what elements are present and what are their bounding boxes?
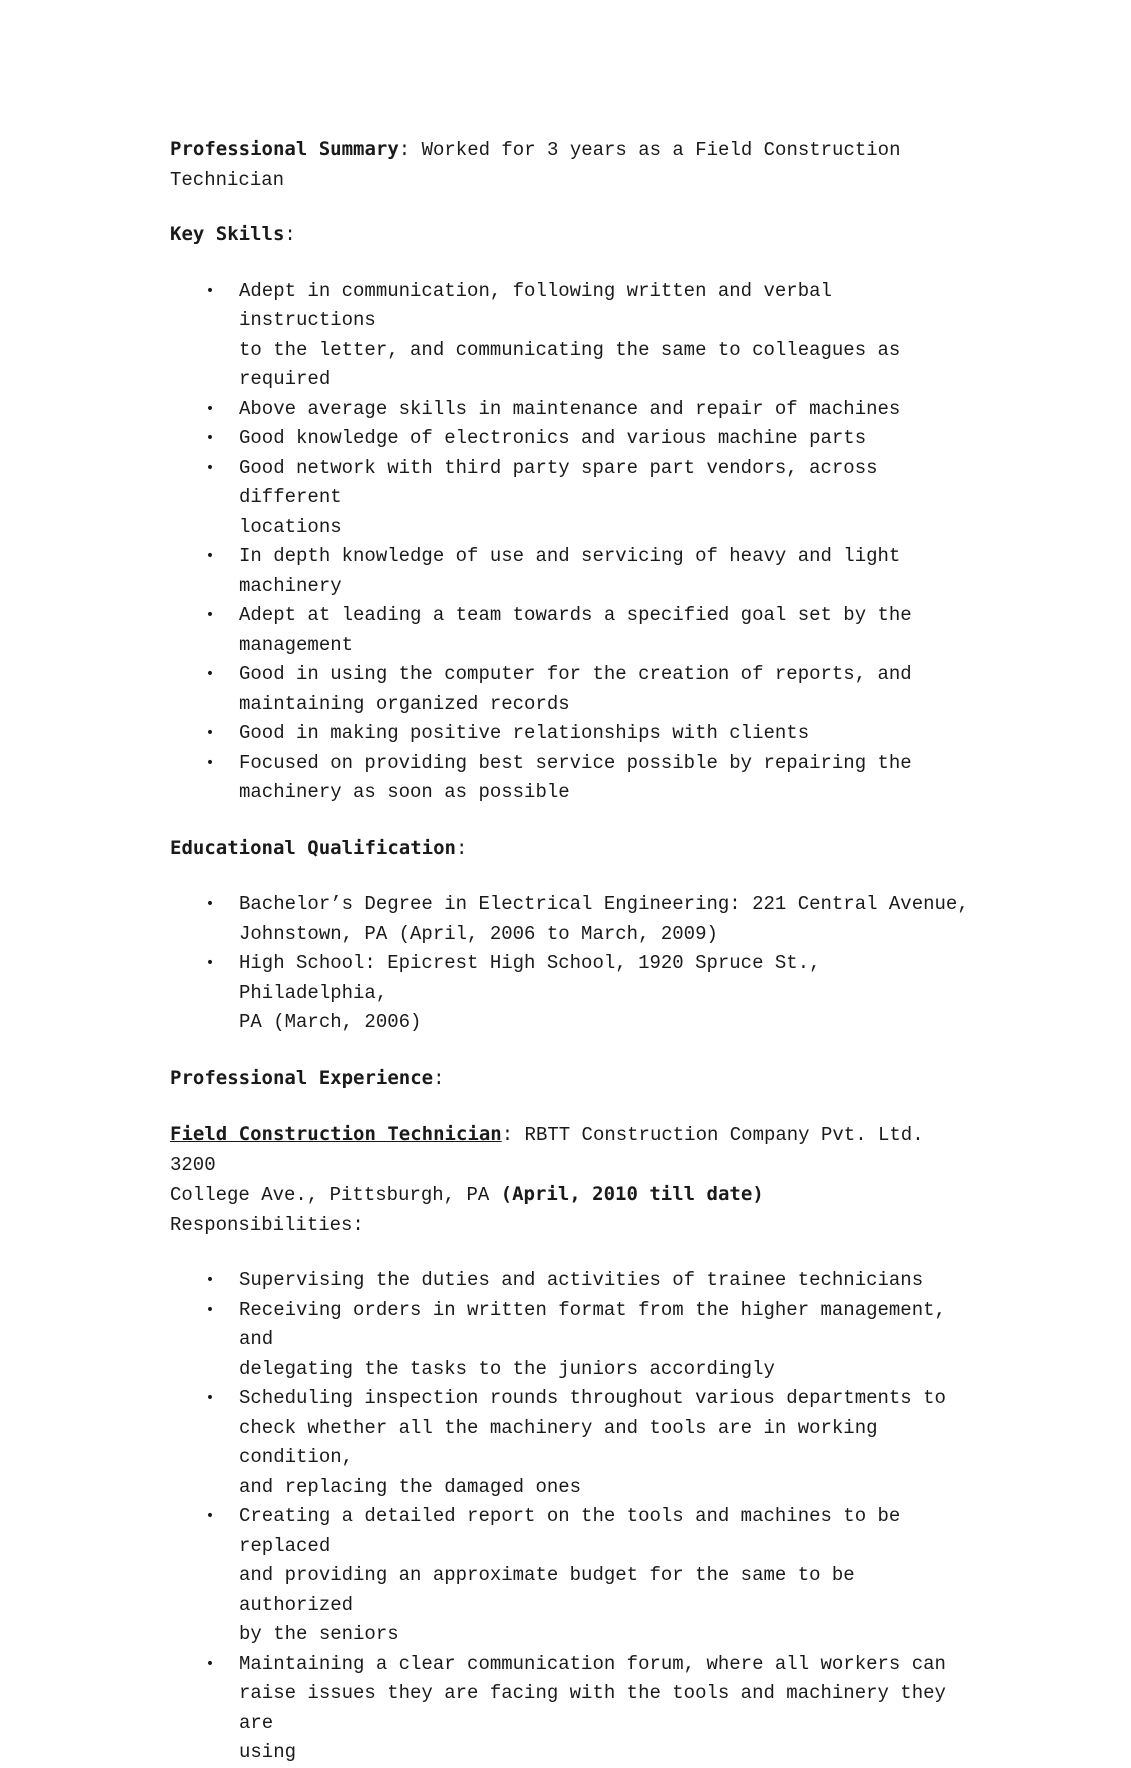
education-text: High School: Epicrest High School, 1920 Spruce St., Philadelphia, bbox=[239, 952, 821, 1004]
summary-colon: : bbox=[398, 139, 411, 161]
responsibility-text: check whether all the machinery and tools are in working condition, bbox=[239, 1416, 878, 1468]
job-dates: (April, 2010 till date) bbox=[500, 1183, 764, 1205]
list-item bbox=[170, 1650, 970, 1768]
responsibilities-list bbox=[170, 1266, 970, 1768]
education-heading: Educational Qualification bbox=[170, 836, 456, 859]
resume-page bbox=[170, 135, 970, 1768]
skill-text: In depth knowledge of use and servicing of heavy and light machinery bbox=[239, 545, 901, 597]
list-item bbox=[170, 1384, 970, 1502]
list-item bbox=[170, 1502, 970, 1650]
bullet-icon: • bbox=[205, 459, 215, 476]
skill-text: locations bbox=[239, 515, 342, 538]
bullet-icon: • bbox=[205, 607, 215, 623]
job-entry bbox=[170, 1120, 970, 1240]
bullet-icon: • bbox=[205, 430, 215, 446]
responsibility-text: delegating the tasks to the juniors accordingly bbox=[239, 1357, 775, 1380]
bullet-icon: • bbox=[205, 896, 215, 912]
experience-colon: : bbox=[433, 1067, 445, 1090]
list-item bbox=[170, 1266, 970, 1296]
skill-text: management bbox=[239, 633, 354, 656]
job-title: Field Construction Technician bbox=[170, 1123, 502, 1145]
responsibility-text: Maintaining a clear communication forum, where all workers can bbox=[239, 1652, 946, 1675]
bullet-icon: • bbox=[205, 1301, 215, 1318]
education-colon: : bbox=[455, 837, 468, 860]
list-item bbox=[170, 949, 970, 1038]
education-list bbox=[170, 890, 970, 1038]
responsibility-text: and replacing the damaged ones bbox=[239, 1475, 582, 1498]
skill-text: Adept in communication, following written and verbal instructions bbox=[239, 279, 832, 331]
responsibility-text: by the seniors bbox=[239, 1623, 399, 1645]
company-line2: College Ave., Pittsburgh, PA bbox=[170, 1184, 501, 1206]
list-item bbox=[170, 1296, 970, 1385]
responsibility-text: Creating a detailed report on the tools and machines to be replaced bbox=[239, 1505, 901, 1557]
job-colon: : bbox=[501, 1124, 514, 1146]
bullet-icon: • bbox=[205, 400, 215, 417]
responsibility-text: using bbox=[239, 1741, 297, 1763]
list-item bbox=[170, 601, 970, 660]
skill-text: Good network with third party spare part vendors, across different bbox=[239, 456, 878, 508]
skills-heading: Key Skills bbox=[170, 223, 285, 245]
key-skills-heading-line bbox=[170, 220, 970, 251]
list-item bbox=[170, 749, 970, 808]
responsibility-text: raise issues they are facing with the tools and machinery they are bbox=[239, 1682, 946, 1734]
skill-text: Focused on providing best service possible by repairing the bbox=[239, 751, 912, 774]
experience-heading: Professional Experience bbox=[170, 1066, 434, 1089]
responsibility-text: and providing an approximate budget for the same to be authorized bbox=[239, 1564, 855, 1616]
skill-text: to the letter, and communicating the same to colleagues as required bbox=[239, 338, 901, 390]
skills-list bbox=[170, 277, 970, 808]
bullet-icon: • bbox=[205, 1390, 215, 1406]
list-item bbox=[170, 395, 970, 425]
list-item bbox=[170, 454, 970, 543]
bullet-icon: • bbox=[205, 282, 215, 299]
company-line1: RBTT Construction Company Pvt. Ltd. 3200 bbox=[170, 1124, 924, 1176]
education-heading-line bbox=[170, 834, 970, 865]
skill-text: Good in making positive relationships with clients bbox=[239, 722, 810, 744]
skill-text: Adept at leading a team towards a specified goal set by the bbox=[239, 604, 912, 626]
skill-text: Good in using the computer for the creation of reports, and bbox=[239, 663, 912, 685]
summary-text-line2: Technician bbox=[170, 168, 285, 191]
list-item bbox=[170, 660, 970, 719]
list-item bbox=[170, 424, 970, 454]
bullet-icon: • bbox=[205, 548, 215, 564]
bullet-icon: • bbox=[205, 725, 215, 741]
list-item bbox=[170, 277, 970, 395]
skill-text: Above average skills in maintenance and repair of machines bbox=[239, 397, 901, 420]
summary-heading: Professional Summary bbox=[170, 138, 399, 160]
bullet-icon: • bbox=[205, 666, 215, 682]
bullet-icon: • bbox=[205, 955, 215, 971]
responsibility-text: Scheduling inspection rounds throughout various departments to bbox=[239, 1387, 946, 1409]
responsibilities-label: Responsibilities: bbox=[170, 1213, 364, 1236]
education-text: Bachelor’s Degree in Electrical Engineering: 221 Central Avenue, bbox=[239, 893, 969, 915]
responsibility-text: Receiving orders in written format from the higher management, and bbox=[239, 1298, 946, 1350]
bullet-icon: • bbox=[205, 1272, 215, 1288]
skill-text: Good knowledge of electronics and various machine parts bbox=[239, 427, 867, 449]
list-item bbox=[170, 890, 970, 949]
skill-text: machinery as soon as possible bbox=[239, 781, 570, 803]
skill-text: maintaining organized records bbox=[239, 692, 570, 715]
summary-text-line1: Worked for 3 years as a Field Construction bbox=[410, 139, 901, 161]
bullet-icon: • bbox=[205, 754, 215, 771]
list-item bbox=[170, 542, 970, 601]
experience-heading-line bbox=[170, 1064, 970, 1095]
responsibility-text: Supervising the duties and activities of trainee technicians bbox=[239, 1269, 924, 1291]
professional-summary bbox=[170, 135, 970, 195]
bullet-icon: • bbox=[205, 1655, 215, 1672]
education-text: Johnstown, PA (April, 2006 to March, 2009) bbox=[239, 922, 718, 945]
education-text: PA (March, 2006) bbox=[239, 1011, 422, 1033]
skills-colon: : bbox=[284, 224, 296, 246]
list-item bbox=[170, 719, 970, 749]
bullet-icon: • bbox=[205, 1508, 215, 1524]
